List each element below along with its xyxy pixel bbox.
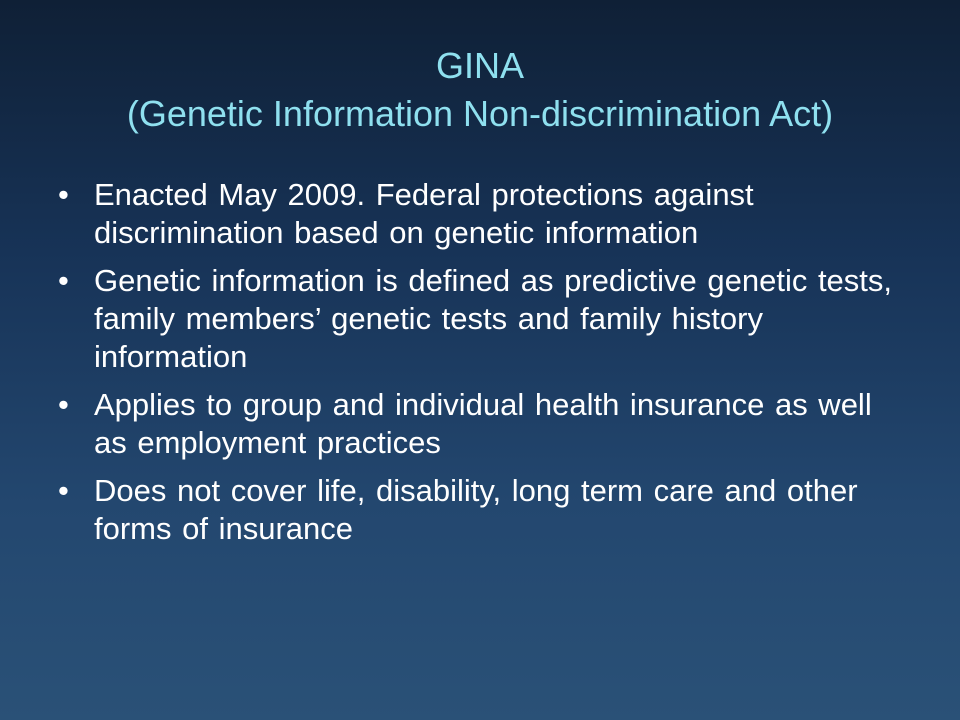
bullet-text-definition: Genetic information is defined as predictive genetic tests, family members’ genetic tests and family history information bbox=[94, 263, 893, 374]
title-line-1: GINA bbox=[435, 45, 524, 86]
bullet-item-exclusions bbox=[58, 472, 908, 548]
bullet-text-enacted: Enacted May 2009. Federal protections against discrimination based on genetic information bbox=[94, 177, 754, 250]
bullet-icon: • bbox=[58, 473, 69, 508]
bullet-text-applies: Applies to group and individual health insurance as well as employment practices bbox=[94, 387, 872, 460]
slide-title bbox=[0, 42, 960, 138]
bullet-list bbox=[58, 176, 908, 558]
bullet-item-applies bbox=[58, 386, 908, 462]
bullet-icon: • bbox=[58, 387, 69, 422]
bullet-item-definition bbox=[58, 262, 908, 376]
bullet-icon: • bbox=[58, 177, 69, 212]
bullet-item-enacted bbox=[58, 176, 908, 252]
title-line-2: (Genetic Information Non-discrimination Act) bbox=[126, 93, 834, 134]
bullet-text-exclusions: Does not cover life, disability, long term care and other forms of insurance bbox=[94, 473, 858, 546]
bullet-icon: • bbox=[58, 263, 69, 298]
